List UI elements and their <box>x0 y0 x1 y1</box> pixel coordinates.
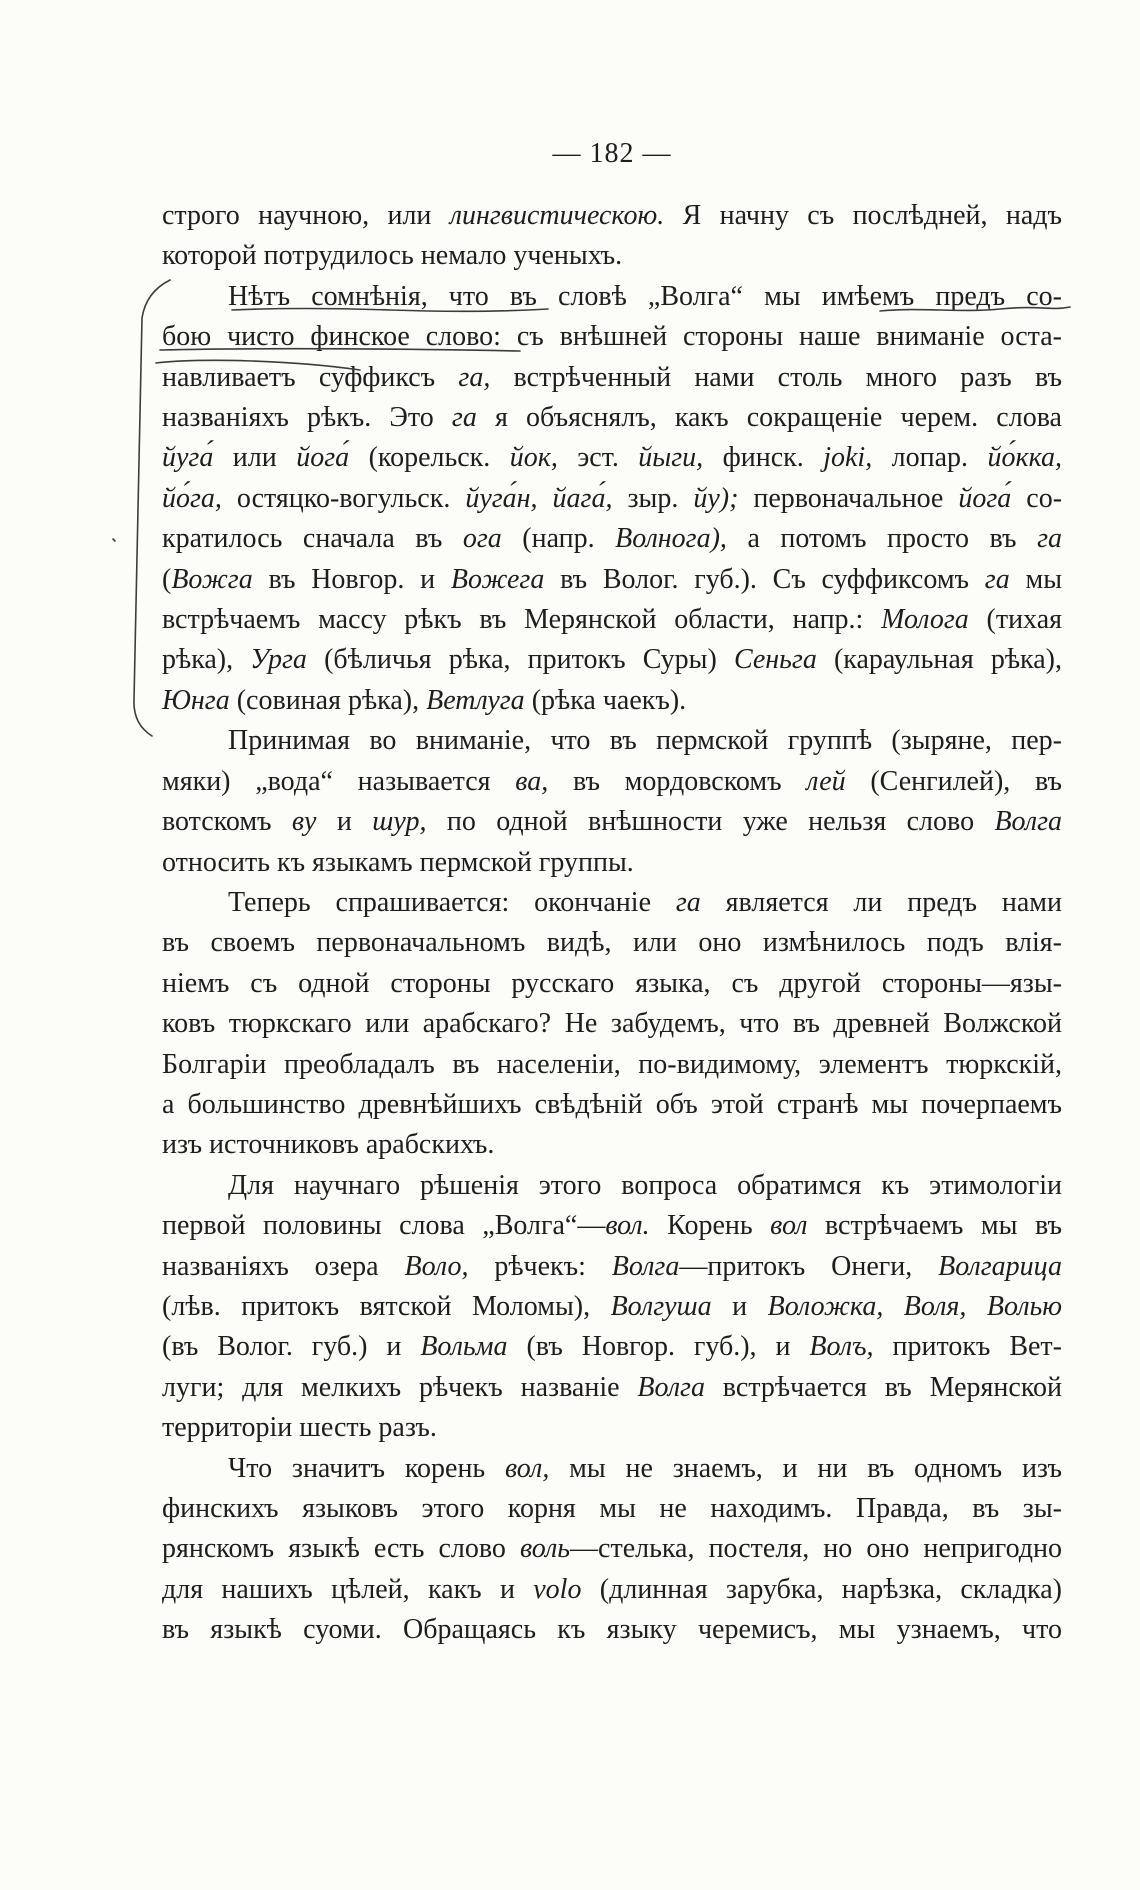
text-run: притокъ Вет- <box>873 1331 1062 1363</box>
text-line <box>162 1408 1062 1448</box>
text-run: рѣка), <box>162 644 251 676</box>
italic-term: volo <box>533 1573 582 1605</box>
text-line <box>162 398 1062 438</box>
text-line <box>162 1449 1062 1489</box>
italic-term: лингвистическою. <box>449 200 665 231</box>
italic-term: га <box>675 886 701 918</box>
text-run: встрѣчаемъ мы въ <box>807 1210 1062 1242</box>
text-run: и <box>316 806 373 838</box>
text-run: въ языкѣ суоми. Обращаясь къ языку черемисъ, мы узнаемъ, что <box>162 1614 1062 1646</box>
text-line <box>162 1045 1062 1085</box>
text-run: названіяхъ озера <box>162 1250 405 1282</box>
text-line <box>162 681 1062 721</box>
paragraph <box>162 1449 1062 1651</box>
text-run: Корень <box>649 1210 771 1242</box>
text-run: Нѣтъ сомнѣнія, что въ словѣ „Волга“ мы имѣемъ предъ со- <box>228 280 1062 312</box>
text-run: для нашихъ цѣлей, какъ и <box>162 1573 534 1605</box>
italic-term: йок, <box>509 442 558 474</box>
text-run: встрѣчается въ Мерянской <box>704 1371 1062 1403</box>
text-run: встрѣчаемъ массу рѣкъ въ Мерянской области, напр.: <box>162 604 882 636</box>
text-line <box>162 1206 1062 1246</box>
text-run: которой потрудилось немало ученыхъ. <box>162 240 623 272</box>
text-run: финск. <box>703 442 824 474</box>
italic-term: шур, <box>372 806 427 838</box>
italic-term: йога́ <box>296 442 350 474</box>
text-line <box>162 1327 1062 1367</box>
text-line <box>162 1247 1062 1287</box>
text-run: луги; для мелкихъ рѣчекъ названіе <box>162 1371 638 1403</box>
text-run: мы <box>1009 563 1062 595</box>
text-run: мы не знаемъ, и ни въ одномъ изъ <box>549 1452 1062 1484</box>
text-line <box>162 196 1062 236</box>
text-line <box>162 1287 1062 1327</box>
text-run: Для научнаго рѣшенія этого вопроса обратимся къ этимологіи <box>228 1169 1062 1201</box>
italic-term: йыги, <box>638 442 704 474</box>
text-run: (караульная рѣка), <box>816 644 1062 676</box>
italic-term: Волъ, <box>809 1331 874 1363</box>
text-run: территоріи шесть разъ. <box>162 1412 437 1444</box>
text-run: финскихъ языковъ этого корня мы не находимъ. Правда, въ зы- <box>162 1493 1062 1524</box>
text-run: (корельск. <box>349 442 510 474</box>
text-line <box>162 236 1062 276</box>
text-run: а большинство древнѣйшихъ свѣдѣній объ этой странѣ мы почерпаемъ <box>162 1088 1062 1120</box>
italic-term: йуга́н, йага́, <box>465 482 613 514</box>
text-run: Принимая во вниманіе, что въ пермской группѣ (зыряне, пер- <box>228 725 1062 757</box>
text-run: ковъ тюркскаго или арабскаго? Не забудемъ, что въ древней Волжской <box>162 1008 1062 1040</box>
text-run: или <box>213 442 297 474</box>
text-run: вотскомъ <box>162 806 292 838</box>
italic-term: ву <box>291 806 317 838</box>
text-run: въ Волог. губ.). Съ суффиксомъ <box>544 563 985 595</box>
paragraph <box>162 721 1062 883</box>
italic-term: Вольма <box>420 1331 508 1363</box>
text-run: (рѣка чаекъ). <box>524 684 687 716</box>
italic-term: Волгарица <box>938 1250 1062 1282</box>
text-run: кратилось сначала въ <box>162 523 463 555</box>
text-run: и <box>711 1290 768 1322</box>
italic-term: йуга́ <box>162 442 214 474</box>
italic-term: Вожега <box>450 563 545 595</box>
text-run: а потомъ просто въ <box>726 523 1038 555</box>
text-run: въ Новгор. и <box>252 563 451 595</box>
text-run: является ли предъ нами <box>700 886 1063 918</box>
italic-term: Воложка, Воля, Волью <box>767 1290 1063 1322</box>
text-line <box>162 358 1062 398</box>
italic-term: йо́кка, <box>987 442 1062 474</box>
italic-term: лей <box>806 765 846 797</box>
italic-term: joki, <box>823 442 873 474</box>
text-line <box>162 1085 1062 1125</box>
text-line <box>162 883 1062 923</box>
italic-term: ва, <box>515 765 549 797</box>
text-run: въ своемъ первоначальномъ видѣ, или оно измѣнилось подъ влія- <box>162 927 1062 959</box>
text-run: (совиная рѣка), <box>229 684 427 716</box>
italic-term: Волнога), <box>615 523 727 555</box>
italic-term: воль <box>520 1533 571 1565</box>
text-run: ( <box>162 563 172 595</box>
text-run: (тихая <box>968 604 1062 636</box>
text-run: въ мордовскомъ <box>548 765 807 797</box>
italic-term: ога <box>462 523 502 555</box>
text-run: относить къ языкамъ пермской группы. <box>162 846 634 878</box>
text-run: навливаетъ суффиксъ <box>162 361 459 393</box>
text-run: первоначальное <box>738 482 959 514</box>
text-run: я объяснялъ, какъ сокращеніе черем. слова <box>476 402 1062 434</box>
text-run: —стелька, постеля, но оно непригодно <box>570 1533 1062 1565</box>
text-line <box>162 1610 1062 1650</box>
italic-term: вол. <box>605 1210 650 1242</box>
text-line <box>162 964 1062 1004</box>
text-run: Теперь спрашивается: окончаніе <box>228 886 676 918</box>
text-line <box>162 438 1062 478</box>
italic-term: га <box>984 563 1010 595</box>
text-line <box>162 843 1062 883</box>
text-run: эст. <box>557 442 639 474</box>
italic-term: вол, <box>505 1452 550 1484</box>
text-line <box>162 1570 1062 1610</box>
italic-term: Урга <box>250 644 307 676</box>
text-line <box>162 1166 1062 1206</box>
text-run: рянскомъ языкѣ есть слово <box>162 1533 520 1565</box>
text-line <box>162 762 1062 802</box>
text-run: остяцко-вогульск. <box>221 482 466 514</box>
text-line <box>162 317 1062 357</box>
text-run: изъ источниковъ арабскихъ. <box>162 1129 495 1161</box>
text-run: первой половины слова „Волга“— <box>162 1210 606 1242</box>
italic-term: га <box>1037 523 1062 555</box>
text-run: рѣчекъ: <box>468 1250 612 1282</box>
text-line <box>162 479 1062 519</box>
text-line <box>162 277 1062 317</box>
paragraph <box>162 196 1062 277</box>
text-run: бою чисто финское слово: съ внѣшней стороны наше вниманіе оста- <box>162 321 1062 353</box>
italic-term: Волга <box>994 806 1062 838</box>
italic-term: Вожга <box>171 563 253 595</box>
text-line <box>162 1368 1062 1408</box>
italic-term: Волга <box>637 1371 705 1403</box>
text-run: (въ Новгор. губ.), и <box>507 1331 810 1363</box>
text-line <box>162 640 1062 680</box>
text-run: встрѣченный нами столь много разъ въ <box>490 361 1063 393</box>
text-line <box>162 923 1062 963</box>
text-line <box>162 1489 1062 1529</box>
text-run: зыр. <box>612 482 694 514</box>
text-run: со- <box>1011 482 1063 514</box>
text-run: лопар. <box>872 442 988 474</box>
text-line <box>162 600 1062 640</box>
text-run: (напр. <box>501 523 616 555</box>
text-run: (длинная зарубка, нарѣзка, складка) <box>581 1573 1062 1605</box>
text-run: (бѣличья рѣка, притокъ Суры) <box>306 644 734 676</box>
text-run: Болгаріи преобладалъ въ населеніи, по-видимому, элементъ тюркскій, <box>162 1048 1062 1080</box>
paragraph <box>162 883 1062 1166</box>
italic-term: Волгуша <box>610 1290 712 1322</box>
text-line <box>162 1529 1062 1569</box>
text-run: Я начну съ послѣдней, надъ <box>664 200 1062 231</box>
italic-term: Воло, <box>404 1250 469 1282</box>
text-block <box>162 196 1062 1651</box>
text-run: ніемъ съ одной стороны русскаго языка, съ другой стороны—язы- <box>162 967 1062 999</box>
text-line <box>162 519 1062 559</box>
paragraph <box>162 277 1062 721</box>
text-line <box>162 1004 1062 1044</box>
text-run: Что значитъ корень <box>228 1452 506 1484</box>
text-run: названіяхъ рѣкъ. Это <box>162 402 452 434</box>
text-line <box>162 802 1062 842</box>
italic-term: Волга <box>611 1250 680 1282</box>
paragraph <box>162 1166 1062 1449</box>
text-run: (въ Волог. губ.) и <box>162 1331 421 1363</box>
text-line <box>162 721 1062 761</box>
italic-term: Сеньга <box>733 644 817 676</box>
italic-term: Ветлуга <box>426 684 525 716</box>
text-run: —притокъ Онеги, <box>679 1250 939 1282</box>
italic-term: йо́га, <box>162 482 222 514</box>
text-run: строго научною, или <box>162 200 450 231</box>
pencil-dot-mark <box>113 539 115 541</box>
italic-term: йога́ <box>958 482 1012 514</box>
italic-term: Юнга <box>162 684 230 716</box>
page-number: — 182 — <box>552 138 672 169</box>
text-line <box>162 560 1062 600</box>
italic-term: йу); <box>693 482 739 514</box>
text-run: по одной внѣшности уже нельзя слово <box>426 806 995 838</box>
italic-term: га, <box>458 361 491 393</box>
text-run: (Сенгилей), въ <box>845 765 1062 797</box>
italic-term: га <box>451 402 477 434</box>
italic-term: вол <box>770 1210 808 1242</box>
italic-term: Молога <box>881 604 969 636</box>
text-run: (лѣв. притокъ вятской Моломы), <box>162 1290 611 1322</box>
text-line <box>162 1125 1062 1165</box>
text-run: мяки) „вода“ называется <box>162 765 516 797</box>
